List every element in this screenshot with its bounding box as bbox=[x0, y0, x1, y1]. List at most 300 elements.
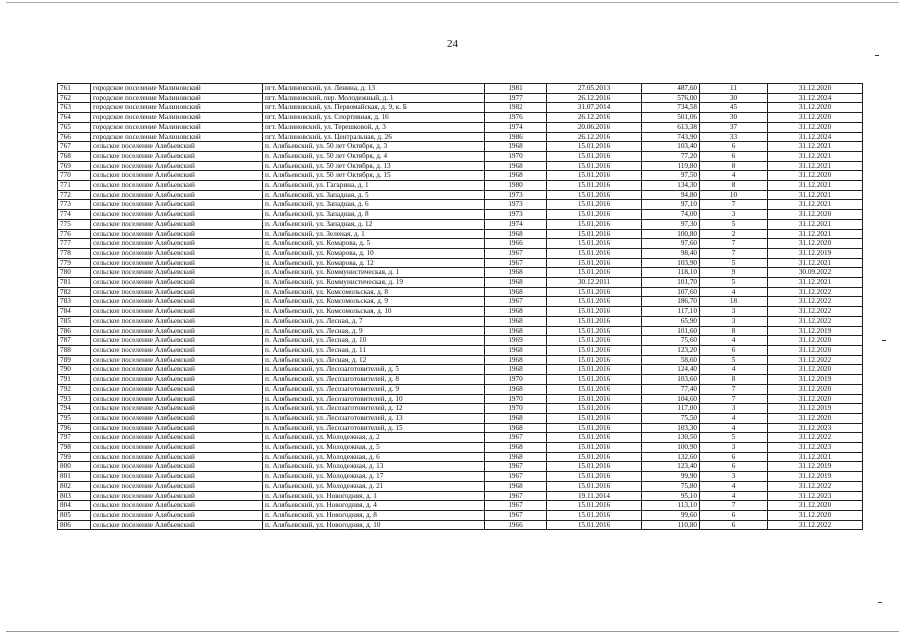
cell-year-built: 1968 bbox=[485, 142, 547, 152]
cell-deadline: 31.12.2021 bbox=[768, 219, 863, 229]
cell-year-built: 1967 bbox=[485, 248, 547, 258]
cell-address: п. Алябьевский, ул. 50 лет Октября, д. 15 bbox=[263, 171, 485, 181]
cell-row-number: 765 bbox=[58, 122, 91, 132]
cell-residents: 5 bbox=[700, 278, 768, 288]
cell-deadline: 31.12.2022 bbox=[768, 316, 863, 326]
cell-deadline: 31.12.2021 bbox=[768, 452, 863, 462]
cell-area: 110,80 bbox=[642, 520, 700, 530]
cell-area: 186,70 bbox=[642, 297, 700, 307]
cell-deadline: 31.12.2020 bbox=[768, 103, 863, 113]
cell-area: 99,90 bbox=[642, 472, 700, 482]
scan-mark bbox=[882, 340, 886, 341]
cell-residents: 7 bbox=[700, 394, 768, 404]
cell-row-number: 784 bbox=[58, 307, 91, 317]
cell-area: 501,06 bbox=[642, 113, 700, 123]
cell-year-built: 1968 bbox=[485, 268, 547, 278]
cell-year-built: 1967 bbox=[485, 297, 547, 307]
cell-row-number: 800 bbox=[58, 462, 91, 472]
table-row bbox=[58, 219, 863, 229]
cell-year-built: 1967 bbox=[485, 510, 547, 520]
cell-row-number: 793 bbox=[58, 394, 91, 404]
cell-area: 103,40 bbox=[642, 142, 700, 152]
cell-address: п. Алябьевский, ул. Новогодняя, д. 1 bbox=[263, 491, 485, 501]
cell-residents: 8 bbox=[700, 375, 768, 385]
cell-residents: 7 bbox=[700, 200, 768, 210]
cell-settlement: сельское поселение Алябьевский bbox=[91, 248, 263, 258]
cell-year-built: 1968 bbox=[485, 171, 547, 181]
cell-year-built: 1968 bbox=[485, 481, 547, 491]
cell-settlement: сельское поселение Алябьевский bbox=[91, 452, 263, 462]
cell-deadline: 31.12.2024 bbox=[768, 132, 863, 142]
cell-document-date: 15.01.2016 bbox=[547, 200, 642, 210]
cell-settlement: сельское поселение Алябьевский bbox=[91, 307, 263, 317]
cell-deadline: 31.12.2023 bbox=[768, 491, 863, 501]
cell-area: 107,60 bbox=[642, 287, 700, 297]
cell-residents: 3 bbox=[700, 443, 768, 453]
cell-year-built: 1970 bbox=[485, 394, 547, 404]
cell-year-built: 1973 bbox=[485, 210, 547, 220]
cell-area: 97,50 bbox=[642, 171, 700, 181]
cell-row-number: 787 bbox=[58, 336, 91, 346]
cell-row-number: 783 bbox=[58, 297, 91, 307]
page-number: 24 bbox=[447, 38, 458, 50]
cell-address: п. Алябьевский, ул. Молодежная, д. 13 bbox=[263, 462, 485, 472]
cell-address: п. Алябьевский, ул. Комарова, д. 10 bbox=[263, 248, 485, 258]
cell-settlement: сельское поселение Алябьевский bbox=[91, 219, 263, 229]
cell-area: 75,80 bbox=[642, 481, 700, 491]
cell-residents: 7 bbox=[700, 239, 768, 249]
cell-deadline: 31.12.2022 bbox=[768, 287, 863, 297]
cell-settlement: сельское поселение Алябьевский bbox=[91, 345, 263, 355]
cell-year-built: 1966 bbox=[485, 520, 547, 530]
table-row bbox=[58, 84, 863, 94]
cell-year-built: 1970 bbox=[485, 151, 547, 161]
cell-area: 117,00 bbox=[642, 404, 700, 414]
cell-document-date: 26.12.2016 bbox=[547, 93, 642, 103]
cell-year-built: 1973 bbox=[485, 190, 547, 200]
cell-year-built: 1966 bbox=[485, 239, 547, 249]
cell-area: 97,10 bbox=[642, 200, 700, 210]
cell-area: 132,60 bbox=[642, 452, 700, 462]
cell-year-built: 1986 bbox=[485, 132, 547, 142]
cell-row-number: 772 bbox=[58, 190, 91, 200]
cell-deadline: 31.12.2019 bbox=[768, 375, 863, 385]
cell-address: пгт. Малиновский, пер. Молодежный, д. 1 bbox=[263, 93, 485, 103]
cell-year-built: 1968 bbox=[485, 229, 547, 239]
cell-deadline: 31.12.2021 bbox=[768, 181, 863, 191]
cell-row-number: 779 bbox=[58, 258, 91, 268]
cell-residents: 3 bbox=[700, 472, 768, 482]
cell-document-date: 15.01.2016 bbox=[547, 268, 642, 278]
cell-document-date: 15.01.2016 bbox=[547, 161, 642, 171]
cell-residents: 9 bbox=[700, 268, 768, 278]
cell-row-number: 805 bbox=[58, 510, 91, 520]
cell-row-number: 788 bbox=[58, 345, 91, 355]
cell-row-number: 791 bbox=[58, 375, 91, 385]
cell-address: п. Алябьевский, ул. Лесозаготовителей, д. 5 bbox=[263, 365, 485, 375]
cell-residents: 5 bbox=[700, 355, 768, 365]
cell-settlement: сельское поселение Алябьевский bbox=[91, 278, 263, 288]
table-row bbox=[58, 200, 863, 210]
cell-row-number: 767 bbox=[58, 142, 91, 152]
cell-settlement: сельское поселение Алябьевский bbox=[91, 210, 263, 220]
cell-area: 77,40 bbox=[642, 384, 700, 394]
cell-row-number: 769 bbox=[58, 161, 91, 171]
cell-settlement: сельское поселение Алябьевский bbox=[91, 297, 263, 307]
cell-row-number: 763 bbox=[58, 103, 91, 113]
cell-residents: 6 bbox=[700, 345, 768, 355]
cell-area: 104,60 bbox=[642, 394, 700, 404]
cell-address: п. Алябьевский, ул. Молодежная, д. 17 bbox=[263, 472, 485, 482]
cell-residents: 6 bbox=[700, 462, 768, 472]
cell-document-date: 15.01.2016 bbox=[547, 326, 642, 336]
table-row bbox=[58, 433, 863, 443]
cell-year-built: 1968 bbox=[485, 345, 547, 355]
cell-year-built: 1980 bbox=[485, 181, 547, 191]
cell-residents: 6 bbox=[700, 510, 768, 520]
table-row bbox=[58, 326, 863, 336]
table-row bbox=[58, 151, 863, 161]
cell-document-date: 15.01.2016 bbox=[547, 219, 642, 229]
cell-area: 97,30 bbox=[642, 219, 700, 229]
cell-residents: 7 bbox=[700, 501, 768, 511]
cell-settlement: городское поселение Малиновский bbox=[91, 84, 263, 94]
cell-residents: 7 bbox=[700, 384, 768, 394]
cell-area: 734,58 bbox=[642, 103, 700, 113]
cell-residents: 8 bbox=[700, 326, 768, 336]
cell-address: п. Алябьевский, ул. Лесозаготовителей, д. 8 bbox=[263, 375, 485, 385]
cell-document-date: 15.01.2016 bbox=[547, 413, 642, 423]
cell-year-built: 1969 bbox=[485, 336, 547, 346]
cell-address: пгт. Малиновский, ул. Терешковой, д. 3 bbox=[263, 122, 485, 132]
cell-year-built: 1977 bbox=[485, 93, 547, 103]
cell-row-number: 803 bbox=[58, 491, 91, 501]
cell-settlement: сельское поселение Алябьевский bbox=[91, 200, 263, 210]
cell-row-number: 770 bbox=[58, 171, 91, 181]
cell-settlement: сельское поселение Алябьевский bbox=[91, 481, 263, 491]
cell-row-number: 789 bbox=[58, 355, 91, 365]
cell-deadline: 31.12.2020 bbox=[768, 365, 863, 375]
cell-address: пгт. Малиновский, ул. Первомайская, д. 9, к. Б bbox=[263, 103, 485, 113]
table-row bbox=[58, 229, 863, 239]
table-row bbox=[58, 316, 863, 326]
cell-document-date: 15.01.2016 bbox=[547, 365, 642, 375]
table-row bbox=[58, 404, 863, 414]
cell-document-date: 15.01.2016 bbox=[547, 501, 642, 511]
cell-area: 118,10 bbox=[642, 268, 700, 278]
table-row bbox=[58, 171, 863, 181]
table-row bbox=[58, 394, 863, 404]
cell-row-number: 776 bbox=[58, 229, 91, 239]
cell-area: 94,80 bbox=[642, 190, 700, 200]
cell-row-number: 786 bbox=[58, 326, 91, 336]
cell-residents: 11 bbox=[700, 84, 768, 94]
table-row bbox=[58, 462, 863, 472]
cell-settlement: сельское поселение Алябьевский bbox=[91, 151, 263, 161]
cell-year-built: 1967 bbox=[485, 501, 547, 511]
cell-document-date: 15.01.2016 bbox=[547, 142, 642, 152]
housing-register-table bbox=[57, 83, 863, 530]
cell-residents: 6 bbox=[700, 151, 768, 161]
cell-deadline: 31.12.2021 bbox=[768, 278, 863, 288]
cell-deadline: 31.12.2020 bbox=[768, 171, 863, 181]
cell-area: 487,60 bbox=[642, 84, 700, 94]
cell-address: п. Алябьевский, ул. Лесная, д. 12 bbox=[263, 355, 485, 365]
cell-row-number: 785 bbox=[58, 316, 91, 326]
cell-row-number: 798 bbox=[58, 443, 91, 453]
cell-address: п. Алябьевский, ул. 50 лет Октября, д. 13 bbox=[263, 161, 485, 171]
cell-address: п. Алябьевский, ул. Западная, д. 5 bbox=[263, 190, 485, 200]
cell-document-date: 15.01.2016 bbox=[547, 229, 642, 239]
table-row bbox=[58, 297, 863, 307]
table-row bbox=[58, 239, 863, 249]
cell-deadline: 30.09.2022 bbox=[768, 268, 863, 278]
cell-row-number: 781 bbox=[58, 278, 91, 288]
cell-year-built: 1970 bbox=[485, 375, 547, 385]
cell-address: п. Алябьевский, ул. Молодежная, д. 2 bbox=[263, 433, 485, 443]
cell-area: 743,90 bbox=[642, 132, 700, 142]
cell-document-date: 15.01.2016 bbox=[547, 462, 642, 472]
cell-residents: 6 bbox=[700, 520, 768, 530]
table-row bbox=[58, 122, 863, 132]
cell-residents: 8 bbox=[700, 161, 768, 171]
cell-area: 103,60 bbox=[642, 375, 700, 385]
cell-document-date: 15.01.2016 bbox=[547, 394, 642, 404]
scan-top-edge bbox=[6, 2, 899, 3]
cell-address: п. Алябьевский, ул. Комсомольская, д. 10 bbox=[263, 307, 485, 317]
cell-residents: 30 bbox=[700, 93, 768, 103]
cell-address: п. Алябьевский, ул. Новогодняя, д. 4 bbox=[263, 501, 485, 511]
cell-row-number: 806 bbox=[58, 520, 91, 530]
table-row bbox=[58, 190, 863, 200]
scan-bottom-edge bbox=[6, 631, 899, 632]
cell-document-date: 26.12.2016 bbox=[547, 113, 642, 123]
cell-year-built: 1968 bbox=[485, 365, 547, 375]
cell-row-number: 782 bbox=[58, 287, 91, 297]
scan-mark bbox=[878, 602, 882, 603]
cell-residents: 4 bbox=[700, 491, 768, 501]
cell-year-built: 1968 bbox=[485, 384, 547, 394]
table-row bbox=[58, 365, 863, 375]
cell-year-built: 1982 bbox=[485, 103, 547, 113]
table-row bbox=[58, 248, 863, 258]
cell-row-number: 773 bbox=[58, 200, 91, 210]
cell-area: 95,10 bbox=[642, 491, 700, 501]
cell-row-number: 804 bbox=[58, 501, 91, 511]
cell-document-date: 15.01.2016 bbox=[547, 287, 642, 297]
cell-deadline: 31.12.2021 bbox=[768, 229, 863, 239]
cell-document-date: 15.01.2016 bbox=[547, 307, 642, 317]
cell-settlement: городское поселение Малиновский bbox=[91, 93, 263, 103]
cell-area: 97,60 bbox=[642, 239, 700, 249]
cell-settlement: сельское поселение Алябьевский bbox=[91, 161, 263, 171]
cell-document-date: 15.01.2016 bbox=[547, 151, 642, 161]
table-row bbox=[58, 258, 863, 268]
cell-year-built: 1967 bbox=[485, 258, 547, 268]
cell-deadline: 31.12.2020 bbox=[768, 84, 863, 94]
cell-deadline: 31.12.2020 bbox=[768, 239, 863, 249]
table-row bbox=[58, 481, 863, 491]
cell-address: п. Алябьевский, ул. Зеленая, д. 1 bbox=[263, 229, 485, 239]
cell-residents: 5 bbox=[700, 258, 768, 268]
cell-document-date: 30.12.2011 bbox=[547, 278, 642, 288]
table-row bbox=[58, 345, 863, 355]
cell-document-date: 15.01.2016 bbox=[547, 239, 642, 249]
cell-address: п. Алябьевский, ул. Лесозаготовителей, д. 15 bbox=[263, 423, 485, 433]
cell-settlement: городское поселение Малиновский bbox=[91, 122, 263, 132]
cell-document-date: 15.01.2016 bbox=[547, 336, 642, 346]
cell-residents: 4 bbox=[700, 481, 768, 491]
cell-address: п. Алябьевский, ул. Молодежная, д. 21 bbox=[263, 481, 485, 491]
cell-address: п. Алябьевский, ул. Комарова, д. 5 bbox=[263, 239, 485, 249]
cell-residents: 4 bbox=[700, 423, 768, 433]
cell-area: 103,30 bbox=[642, 423, 700, 433]
cell-document-date: 15.01.2016 bbox=[547, 210, 642, 220]
cell-settlement: сельское поселение Алябьевский bbox=[91, 510, 263, 520]
cell-address: п. Алябьевский, ул. Новогодняя, д. 8 bbox=[263, 510, 485, 520]
cell-row-number: 797 bbox=[58, 433, 91, 443]
cell-address: п. Алябьевский, ул. Лесная, д. 10 bbox=[263, 336, 485, 346]
cell-residents: 30 bbox=[700, 113, 768, 123]
cell-settlement: сельское поселение Алябьевский bbox=[91, 404, 263, 414]
cell-area: 74,00 bbox=[642, 210, 700, 220]
cell-settlement: сельское поселение Алябьевский bbox=[91, 375, 263, 385]
cell-deadline: 31.12.2022 bbox=[768, 433, 863, 443]
cell-settlement: сельское поселение Алябьевский bbox=[91, 239, 263, 249]
table-row bbox=[58, 132, 863, 142]
cell-document-date: 15.01.2016 bbox=[547, 443, 642, 453]
cell-area: 100,80 bbox=[642, 229, 700, 239]
cell-deadline: 31.12.2020 bbox=[768, 510, 863, 520]
cell-address: п. Алябьевский, ул. Лесозаготовителей, д. 13 bbox=[263, 413, 485, 423]
cell-area: 99,60 bbox=[642, 510, 700, 520]
cell-deadline: 31.12.2021 bbox=[768, 200, 863, 210]
cell-year-built: 1968 bbox=[485, 287, 547, 297]
cell-area: 576,00 bbox=[642, 93, 700, 103]
cell-year-built: 1968 bbox=[485, 452, 547, 462]
cell-residents: 37 bbox=[700, 122, 768, 132]
cell-address: п. Алябьевский, ул. Лесозаготовителей, д. 10 bbox=[263, 394, 485, 404]
table-row bbox=[58, 413, 863, 423]
cell-document-date: 15.01.2016 bbox=[547, 190, 642, 200]
cell-area: 134,30 bbox=[642, 181, 700, 191]
cell-document-date: 15.01.2016 bbox=[547, 520, 642, 530]
table-row bbox=[58, 307, 863, 317]
cell-settlement: сельское поселение Алябьевский bbox=[91, 190, 263, 200]
cell-deadline: 31.12.2021 bbox=[768, 151, 863, 161]
cell-row-number: 780 bbox=[58, 268, 91, 278]
cell-address: п. Алябьевский, ул. Лесная, д. 7 bbox=[263, 316, 485, 326]
cell-area: 65,90 bbox=[642, 316, 700, 326]
cell-settlement: сельское поселение Алябьевский bbox=[91, 326, 263, 336]
table-row bbox=[58, 113, 863, 123]
cell-row-number: 768 bbox=[58, 151, 91, 161]
cell-area: 101,70 bbox=[642, 278, 700, 288]
cell-document-date: 19.11.2014 bbox=[547, 491, 642, 501]
cell-row-number: 764 bbox=[58, 113, 91, 123]
cell-row-number: 766 bbox=[58, 132, 91, 142]
cell-address: п. Алябьевский, ул. Комарова, д. 12 bbox=[263, 258, 485, 268]
table-row bbox=[58, 268, 863, 278]
table-row bbox=[58, 423, 863, 433]
cell-document-date: 15.01.2016 bbox=[547, 481, 642, 491]
cell-document-date: 15.01.2016 bbox=[547, 248, 642, 258]
cell-deadline: 31.12.2021 bbox=[768, 142, 863, 152]
cell-area: 101,60 bbox=[642, 326, 700, 336]
cell-row-number: 801 bbox=[58, 472, 91, 482]
cell-deadline: 31.12.2024 bbox=[768, 93, 863, 103]
cell-deadline: 31.12.2022 bbox=[768, 481, 863, 491]
cell-document-date: 15.01.2016 bbox=[547, 375, 642, 385]
table-row bbox=[58, 520, 863, 530]
cell-settlement: сельское поселение Алябьевский bbox=[91, 365, 263, 375]
cell-residents: 10 bbox=[700, 190, 768, 200]
cell-settlement: сельское поселение Алябьевский bbox=[91, 413, 263, 423]
cell-document-date: 20.06.2016 bbox=[547, 122, 642, 132]
table-row bbox=[58, 181, 863, 191]
cell-residents: 45 bbox=[700, 103, 768, 113]
cell-residents: 4 bbox=[700, 365, 768, 375]
cell-deadline: 31.12.2022 bbox=[768, 307, 863, 317]
cell-row-number: 796 bbox=[58, 423, 91, 433]
cell-residents: 4 bbox=[700, 287, 768, 297]
table-row bbox=[58, 287, 863, 297]
cell-row-number: 774 bbox=[58, 210, 91, 220]
cell-area: 130,50 bbox=[642, 433, 700, 443]
cell-year-built: 1968 bbox=[485, 278, 547, 288]
cell-document-date: 26.12.2016 bbox=[547, 132, 642, 142]
cell-row-number: 802 bbox=[58, 481, 91, 491]
cell-year-built: 1967 bbox=[485, 433, 547, 443]
cell-residents: 6 bbox=[700, 452, 768, 462]
cell-residents: 3 bbox=[700, 316, 768, 326]
cell-deadline: 31.12.2022 bbox=[768, 520, 863, 530]
table-row bbox=[58, 278, 863, 288]
cell-area: 113,10 bbox=[642, 501, 700, 511]
table-row bbox=[58, 103, 863, 113]
cell-document-date: 15.01.2016 bbox=[547, 384, 642, 394]
table-body bbox=[58, 84, 863, 530]
cell-row-number: 778 bbox=[58, 248, 91, 258]
cell-settlement: сельское поселение Алябьевский bbox=[91, 491, 263, 501]
cell-deadline: 31.12.2020 bbox=[768, 210, 863, 220]
cell-address: пгт. Малиновский, ул. Центральная, д. 26 bbox=[263, 132, 485, 142]
cell-settlement: сельское поселение Алябьевский bbox=[91, 171, 263, 181]
cell-document-date: 15.01.2016 bbox=[547, 258, 642, 268]
cell-address: п. Алябьевский, ул. Западная, д. 12 bbox=[263, 219, 485, 229]
cell-deadline: 31.12.2020 bbox=[768, 122, 863, 132]
cell-deadline: 31.12.2020 bbox=[768, 113, 863, 123]
cell-address: п. Алябьевский, ул. Комсомольская, д. 9 bbox=[263, 297, 485, 307]
cell-document-date: 15.01.2016 bbox=[547, 510, 642, 520]
cell-year-built: 1968 bbox=[485, 161, 547, 171]
cell-address: п. Алябьевский, ул. Молодежная, д. 5 bbox=[263, 443, 485, 453]
cell-settlement: сельское поселение Алябьевский bbox=[91, 229, 263, 239]
cell-deadline: 31.12.2020 bbox=[768, 336, 863, 346]
cell-residents: 3 bbox=[700, 210, 768, 220]
cell-year-built: 1967 bbox=[485, 491, 547, 501]
scan-mark bbox=[875, 55, 879, 56]
cell-area: 75,50 bbox=[642, 413, 700, 423]
cell-settlement: сельское поселение Алябьевский bbox=[91, 336, 263, 346]
cell-settlement: сельское поселение Алябьевский bbox=[91, 287, 263, 297]
cell-residents: 8 bbox=[700, 181, 768, 191]
cell-area: 123,40 bbox=[642, 462, 700, 472]
cell-document-date: 27.05.2013 bbox=[547, 84, 642, 94]
cell-year-built: 1976 bbox=[485, 113, 547, 123]
cell-residents: 18 bbox=[700, 297, 768, 307]
cell-residents: 4 bbox=[700, 413, 768, 423]
